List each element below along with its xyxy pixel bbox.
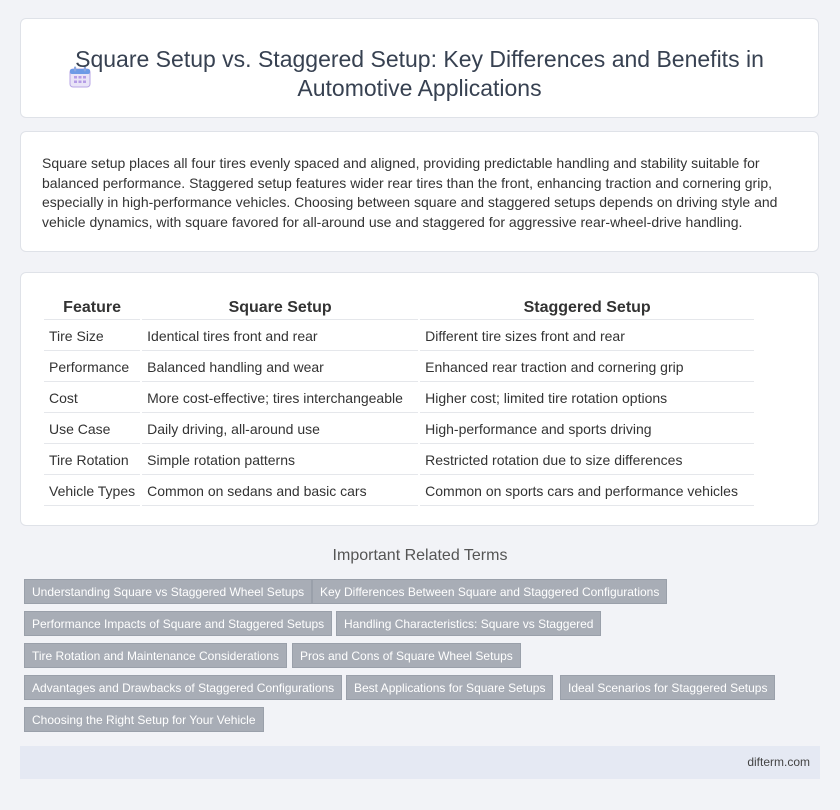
comparison-table <box>42 294 756 508</box>
table-row <box>44 384 754 413</box>
related-term-tag[interactable]: Handling Characteristics: Square vs Staggered <box>336 611 601 636</box>
row-staggered-cell: High-performance and sports driving <box>420 415 754 444</box>
related-term-tag[interactable]: Pros and Cons of Square Wheel Setups <box>292 643 521 668</box>
title-card <box>20 18 819 118</box>
related-term-tag[interactable]: Choosing the Right Setup for Your Vehicle <box>24 707 264 732</box>
header-staggered-setup: Staggered Setup <box>420 296 754 320</box>
row-feature-cell: Cost <box>44 384 140 413</box>
footer-site-link[interactable]: difterm.com <box>747 755 810 769</box>
comparison-card <box>20 272 819 526</box>
table-row <box>44 477 754 506</box>
intro-paragraph: Square setup places all four tires evenly spaced and aligned, providing predictable handling and stability suitable for balanced performance. Staggered setup features wider rear tires than the front, enhancing traction and cornering grip, especially in high-performance vehicles. Choosing between square and staggered setups depends on driving style and vehicle dynamics, with square favored for all-around use and staggered for aggressive rear-wheel-drive handling. <box>42 155 778 230</box>
row-square-cell: Daily driving, all-around use <box>142 415 418 444</box>
table-header-row <box>44 296 754 320</box>
row-feature-cell: Use Case <box>44 415 140 444</box>
table-row <box>44 322 754 351</box>
row-feature-cell: Vehicle Types <box>44 477 140 506</box>
table-row <box>44 415 754 444</box>
related-term-tag[interactable]: Best Applications for Square Setups <box>346 675 553 700</box>
table-row <box>44 446 754 475</box>
related-term-tag[interactable]: Advantages and Drawbacks of Staggered Configurations <box>24 675 342 700</box>
footer <box>20 746 820 779</box>
header-feature: Feature <box>44 296 140 320</box>
related-term-tag[interactable]: Tire Rotation and Maintenance Considerations <box>24 643 287 668</box>
row-square-cell: Common on sedans and basic cars <box>142 477 418 506</box>
related-term-tag[interactable]: Performance Impacts of Square and Staggered Setups <box>24 611 332 636</box>
row-feature-cell: Tire Size <box>44 322 140 351</box>
intro-card <box>20 131 819 252</box>
row-staggered-cell: Enhanced rear traction and cornering grip <box>420 353 754 382</box>
row-staggered-cell: Restricted rotation due to size differences <box>420 446 754 475</box>
row-square-cell: More cost-effective; tires interchangeable <box>142 384 418 413</box>
related-term-tag[interactable]: Ideal Scenarios for Staggered Setups <box>560 675 775 700</box>
row-square-cell: Simple rotation patterns <box>142 446 418 475</box>
page-title: Square Setup vs. Staggered Setup: Key Differences and Benefits in Automotive Applications <box>75 46 764 101</box>
row-square-cell: Identical tires front and rear <box>142 322 418 351</box>
row-staggered-cell: Different tire sizes front and rear <box>420 322 754 351</box>
header-square-setup: Square Setup <box>142 296 418 320</box>
related-term-tag[interactable]: Understanding Square vs Staggered Wheel Setups <box>24 579 312 604</box>
row-staggered-cell: Higher cost; limited tire rotation options <box>420 384 754 413</box>
row-feature-cell: Performance <box>44 353 140 382</box>
table-row <box>44 353 754 382</box>
related-terms-heading: Important Related Terms <box>332 547 508 564</box>
related-term-tag[interactable]: Key Differences Between Square and Staggered Configurations <box>312 579 667 604</box>
row-feature-cell: Tire Rotation <box>44 446 140 475</box>
row-square-cell: Balanced handling and wear <box>142 353 418 382</box>
row-staggered-cell: Common on sports cars and performance vehicles <box>420 477 754 506</box>
